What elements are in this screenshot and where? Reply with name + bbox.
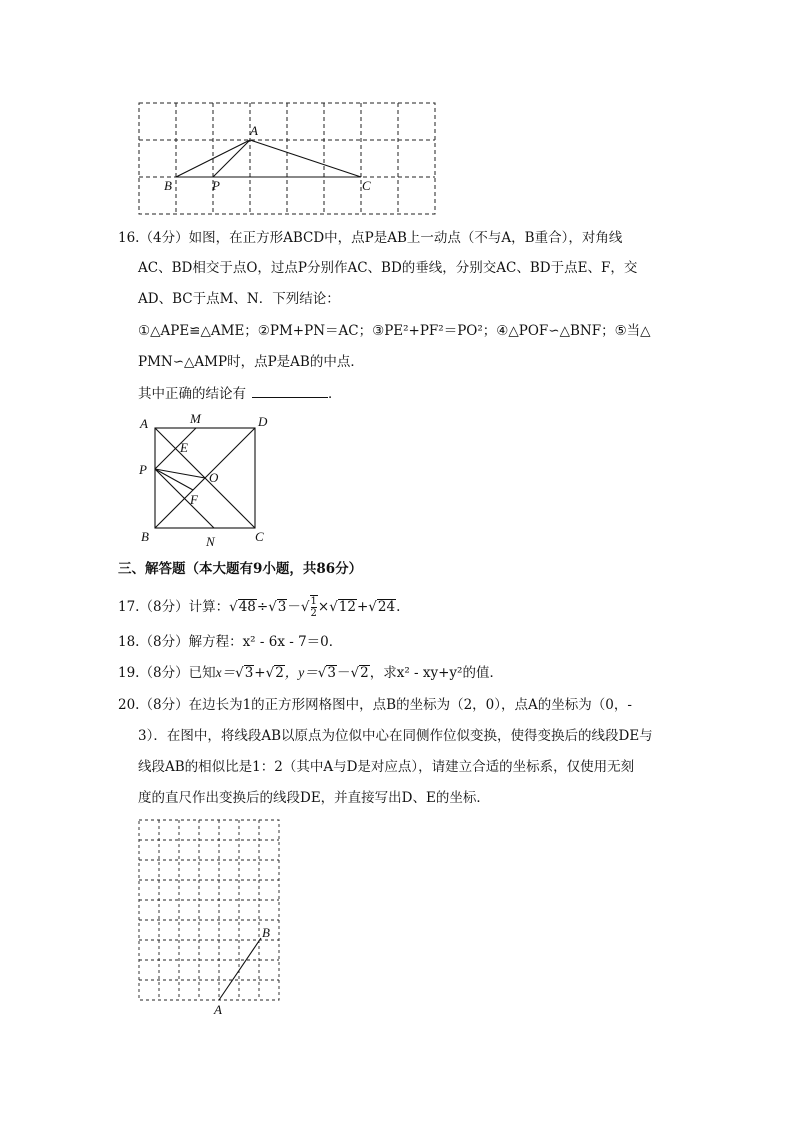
q17: 17.（8分）计算：√48÷√3－√ $\frac{1}{2}$ ×√12+√24. bbox=[118, 596, 401, 619]
label-b: B bbox=[141, 529, 149, 544]
label-a: A bbox=[214, 1002, 222, 1017]
label-m: M bbox=[190, 411, 201, 426]
q16-line4: ①△APE≌△AME；②PM+PN＝AC；③PE²+PF²＝PO²；④△POF∽△BNF；⑤当△ bbox=[138, 323, 651, 339]
label-o: O bbox=[209, 470, 219, 485]
label-p: P bbox=[139, 462, 147, 477]
label-d: D bbox=[258, 414, 268, 429]
label-b: B bbox=[164, 178, 172, 193]
label-b: B bbox=[262, 925, 270, 940]
label-a: A bbox=[140, 416, 148, 431]
q20-line3: 线段AB的相似比是1：2（其中A与D是对应点），请建立合适的坐标系，仅使用无刻 bbox=[138, 759, 635, 775]
q20-line1: 20.（8分）在边长为1的正方形网格图中，点B的坐标为（2，0），点A的坐标为（0，- bbox=[118, 697, 632, 713]
label-e: E bbox=[180, 440, 188, 455]
q16-line3: AD、BC于点M、N．下列结论： bbox=[138, 291, 340, 307]
q19: 19.（8分）已知x＝√3+√2，y＝√3－√2，求x² - xy+y²的值． bbox=[118, 665, 503, 681]
q20-line4: 度的直尺作出变换后的线段DE，并直接写出D、E的坐标． bbox=[138, 790, 490, 806]
q16-line5: PMN∽△AMP时，点P是AB的中点． bbox=[138, 354, 364, 370]
q18: 18.（8分）解方程：x² - 6x - 7＝0． bbox=[118, 634, 343, 650]
figure-q20-grid bbox=[130, 814, 290, 1020]
section-title: 三、解答题（本大题有9小题，共86分） bbox=[118, 561, 363, 577]
figure-q16 bbox=[134, 410, 274, 552]
label-n: N bbox=[206, 534, 215, 549]
figure-q15 bbox=[130, 96, 450, 221]
q20-line2: 3）．在图中，将线段AB以原点为位似中心在同侧作位似变换，使得变换后的线段DE与 bbox=[138, 728, 653, 744]
label-a: A bbox=[250, 123, 258, 138]
q16-line2: AC、BD相交于点O，过点P分别作AC、BD的垂线，分别交AC、BD于点E、F，交 bbox=[138, 260, 638, 276]
label-c: C bbox=[255, 529, 264, 544]
q16-number: 16. bbox=[118, 230, 140, 246]
label-c: C bbox=[362, 178, 371, 193]
answer-blank[interactable] bbox=[252, 383, 328, 398]
segment-ab bbox=[219, 938, 261, 1000]
label-p: P bbox=[212, 178, 220, 193]
q16-line6: 其中正确的结论有 ． bbox=[138, 383, 342, 404]
triangle-abc bbox=[176, 140, 361, 177]
q16-line1: 16.（4分）如图，在正方形ABCD中，点P是AB上一动点（不与A，B重合），对角线 bbox=[118, 230, 623, 246]
label-f: F bbox=[190, 492, 198, 507]
